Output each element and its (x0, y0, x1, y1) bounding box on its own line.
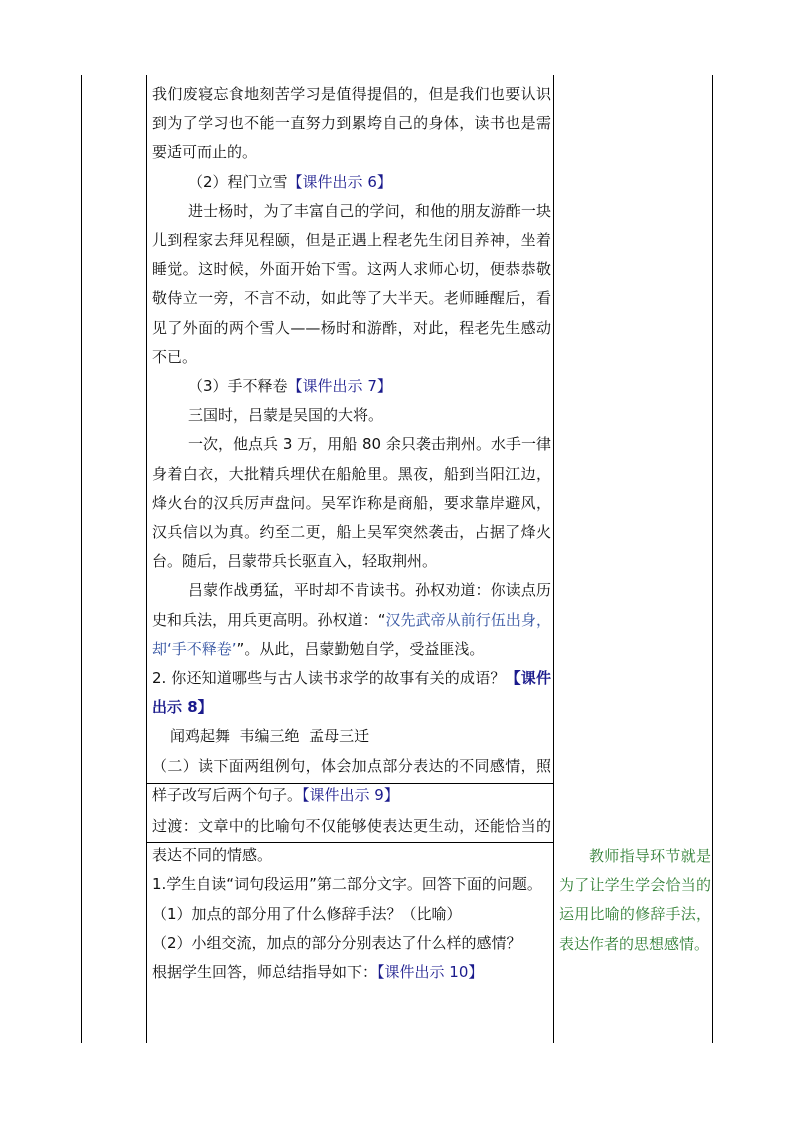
section-text: （二）读下面两组例句，体会加点部分表达的不同感情，照样子改写后两个句子。 (152, 756, 551, 804)
slide-tag: 【课件出示 8】 (152, 669, 551, 717)
paragraph-moderation: 我们废寝忘食地刻苦学习是值得提倡的，但是我们也要认识到为了学习也不能一直努力到累垮自己的身体，读书也是需要适可而止的。 (152, 85, 551, 162)
section-2-heading (152, 752, 551, 810)
table-border-content-left (146, 75, 147, 1043)
transition-paragraph: 过渡：文章中的比喻句不仅能够使表达更生动，还能恰当的表达不同的情感。 (152, 817, 551, 865)
teacher-note-cell (559, 842, 711, 959)
sub-question-2: （2）小组交流，加点的部分分别表达了什么样的感情？ (152, 933, 522, 952)
paragraph-chengmen-story: 进士杨时，为了丰富自己的学问，和他的朋友游酢一块儿到程家去拜见程颐，但是正遇上程老先生闭目养神，坐着睡觉。这时候，外面开始下雪。这两人求师心切，便恭恭敬敬侍立一旁，不言不动，如此等了大半天。老师睡醒后，看见了外面的两个雪人——杨时和游酢，对此，程老先生感动不已。 (152, 201, 551, 366)
table-border-left (81, 75, 82, 1043)
paragraph-lvmeng-battle: 一次，他点兵 3 万，用船 80 余只袭击荆州。水手一律身着白衣，大批精兵埋伏在船舱里。黑夜，船到当阳江边，烽火台的汉兵厉声盘问。吴军诈称是商船，要求靠岸避风，汉兵信以为真。约至二更，船上吴军突然袭击，占据了烽火台。随后，吕蒙带兵长驱直入，轻取荆州。 (152, 435, 551, 571)
slide-tag: 【课件出示 9】 (302, 785, 399, 804)
step-1: 1.学生自读“词句段运用”第二部分文字。回答下面的问题。 (152, 875, 542, 894)
story-title: （3）手不释卷 (188, 377, 288, 396)
question-text: 2. 你还知道哪些与古人读书求学的故事有关的成语？ (152, 669, 506, 688)
summary-text: 根据学生回答，师总结指导如下： (152, 963, 378, 982)
table-border-right (712, 75, 713, 1043)
paragraph-lvmeng-intro: 三国时，吕蒙是吴国的大将。 (188, 406, 384, 425)
slide-tag: 【课件出示 10】 (377, 963, 484, 982)
lesson-content (152, 80, 551, 987)
quote-text: 汉先武帝从前行伍出身，却‘手不释卷’ (152, 610, 551, 658)
story-heading-shoubushijuan (152, 372, 551, 401)
idiom-list: 闻鸡起舞 韦编三绝 孟母三迁 (170, 727, 370, 746)
story-heading-chengmen (152, 168, 551, 197)
story-title: （2）程门立雪 (188, 172, 288, 191)
slide-tag: 【课件出示 6】 (287, 172, 392, 191)
slide-tag: 【课件出示 7】 (287, 377, 392, 396)
text-segment: 吕蒙作战勇猛，平时却不肯读书。孙权劝道：你读点历史和兵法，用兵更高明。孙权道：“ (152, 581, 551, 629)
question-2 (152, 664, 551, 722)
sub-question-1: （1）加点的部分用了什么修辞手法？（比喻） (152, 904, 462, 923)
teacher-note: 教师指导环节就是为了让学生学会恰当的运用比喻的修辞手法，表达作者的思想感情。 (559, 847, 711, 953)
table-border-content-right (553, 75, 554, 1043)
paragraph-lvmeng-study (152, 576, 551, 664)
text-segment: ”。从此，吕蒙勤勉自学，受益匪浅。 (236, 639, 485, 658)
summary-line (152, 958, 551, 987)
